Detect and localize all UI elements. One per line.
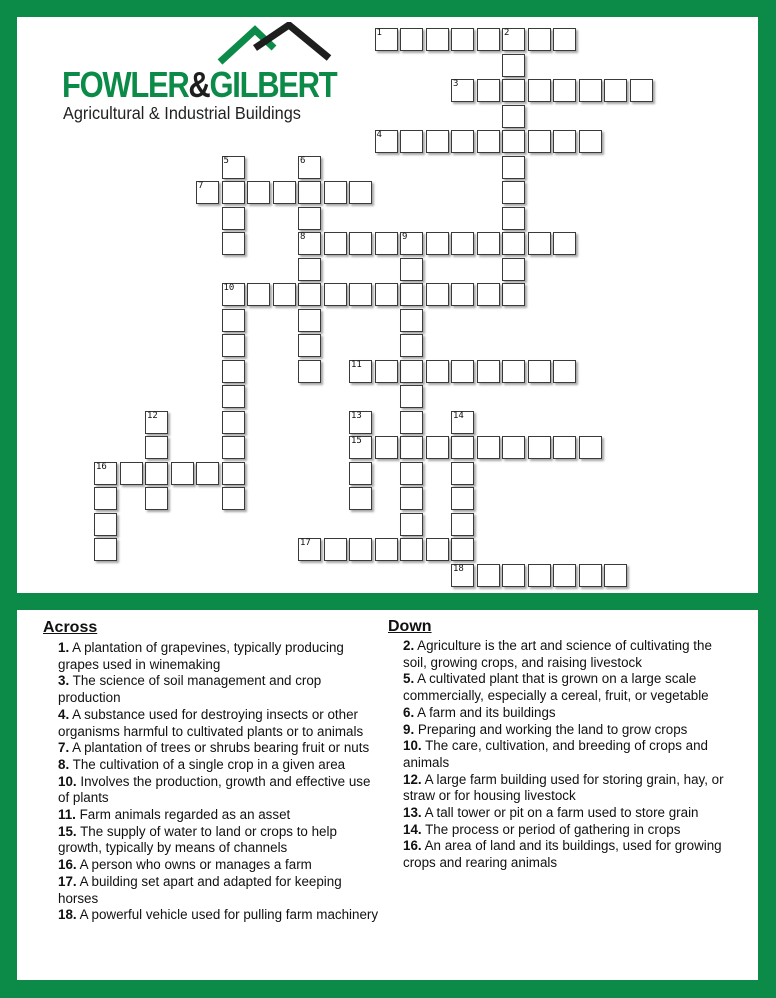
- clue-text: A tall tower or pit on a farm used to store grain: [421, 805, 699, 821]
- clue-number: 12.: [403, 771, 422, 787]
- grid-cell[interactable]: [298, 258, 321, 281]
- cell-number: 17: [300, 538, 311, 548]
- grid-cell[interactable]: [451, 487, 474, 510]
- clue-text: The care, cultivation, and breeding of crops and animals: [403, 738, 708, 770]
- grid-cell[interactable]: [502, 207, 525, 230]
- grid-cell[interactable]: [94, 513, 117, 536]
- grid-cell[interactable]: [451, 436, 474, 459]
- grid-cell[interactable]: [298, 181, 321, 204]
- grid-cell[interactable]: [528, 79, 551, 102]
- logo-tagline: Agricultural & Industrial Buildings: [63, 103, 301, 123]
- grid-cell[interactable]: [349, 360, 372, 383]
- clue-number: 18.: [58, 907, 77, 923]
- cell-number: 8: [300, 232, 306, 242]
- grid-cell[interactable]: [298, 207, 321, 230]
- grid-cell[interactable]: [477, 130, 500, 153]
- grid-cell[interactable]: [94, 538, 117, 561]
- cell-number: 5: [223, 155, 229, 166]
- down-clue: [403, 738, 733, 771]
- across-clue: [58, 807, 383, 824]
- clue-number: 6.: [403, 704, 415, 720]
- grid-cell[interactable]: [222, 283, 245, 306]
- grid-cell[interactable]: [579, 564, 602, 587]
- across-clue: [58, 774, 383, 807]
- grid-cell[interactable]: [349, 411, 372, 434]
- across-heading: Across: [43, 619, 98, 636]
- down-clue: [403, 722, 733, 739]
- cell-number: 13: [351, 410, 362, 421]
- grid-cell[interactable]: [400, 436, 423, 459]
- logo-wordmark: [62, 65, 336, 105]
- grid-cell[interactable]: [630, 79, 653, 102]
- grid-cell[interactable]: [375, 130, 398, 153]
- grid-cell[interactable]: [477, 232, 500, 255]
- cell-number: 18: [453, 563, 464, 574]
- grid-cell[interactable]: [579, 79, 602, 102]
- grid-cell[interactable]: [451, 462, 474, 485]
- grid-cell[interactable]: [324, 232, 347, 255]
- grid-cell[interactable]: [528, 28, 551, 51]
- clue-number: 2.: [403, 638, 415, 653]
- grid-cell[interactable]: [145, 411, 168, 434]
- grid-cell[interactable]: [196, 462, 219, 485]
- grid-cell[interactable]: [502, 258, 525, 281]
- clue-text: An area of land and its buildings, used for growing crops and rearing animals: [403, 838, 722, 871]
- grid-cell[interactable]: [477, 283, 500, 306]
- grid-cell[interactable]: [477, 28, 500, 51]
- grid-cell[interactable]: [349, 462, 372, 485]
- clue-text: The supply of water to land or crops to help growth, typically by means of channels: [58, 823, 337, 856]
- cell-number: 15: [351, 436, 362, 446]
- grid-cell[interactable]: [477, 564, 500, 587]
- grid-cell[interactable]: [502, 436, 525, 459]
- clue-text: A large farm building used for storing grain, hay, or straw or for housing livestock: [403, 771, 724, 804]
- grid-cell[interactable]: [528, 436, 551, 459]
- grid-cell[interactable]: [349, 181, 372, 204]
- cell-number: 7: [198, 181, 204, 191]
- grid-cell[interactable]: [222, 207, 245, 230]
- grid-cell[interactable]: [222, 462, 245, 485]
- cell-number: 4: [376, 130, 382, 140]
- grid-cell[interactable]: [451, 130, 474, 153]
- grid-cell[interactable]: [451, 411, 474, 434]
- cell-number: 9: [402, 232, 408, 242]
- grid-cell[interactable]: [400, 385, 423, 408]
- grid-cell[interactable]: [502, 28, 525, 51]
- clue-text: The process or period of gathering in crops: [421, 821, 681, 837]
- grid-cell[interactable]: [400, 258, 423, 281]
- across-clue: [58, 874, 383, 907]
- grid-cell[interactable]: [553, 232, 576, 255]
- clue-text: Involves the production, growth and effective use of plants: [58, 773, 371, 806]
- grid-cell[interactable]: [502, 54, 525, 77]
- down-clue: [403, 822, 733, 839]
- grid-cell[interactable]: [222, 181, 245, 204]
- grid-cell[interactable]: [375, 538, 398, 561]
- grid-cell[interactable]: [426, 28, 449, 51]
- grid-cell[interactable]: [528, 360, 551, 383]
- clue-number: 5.: [403, 671, 415, 687]
- grid-cell[interactable]: [426, 436, 449, 459]
- grid-cell[interactable]: [171, 462, 194, 485]
- clue-number: 9.: [403, 721, 415, 737]
- grid-cell[interactable]: [604, 564, 627, 587]
- grid-cell[interactable]: [349, 436, 372, 459]
- across-clue-list: [58, 640, 383, 924]
- grid-cell[interactable]: [502, 232, 525, 255]
- down-clue: [403, 772, 733, 805]
- down-clue: [403, 671, 733, 704]
- grid-cell[interactable]: [502, 79, 525, 102]
- grid-cell[interactable]: [120, 462, 143, 485]
- down-clue: [403, 638, 733, 671]
- grid-cell[interactable]: [502, 181, 525, 204]
- grid-cell[interactable]: [400, 28, 423, 51]
- grid-cell[interactable]: [451, 28, 474, 51]
- grid-cell[interactable]: [145, 436, 168, 459]
- grid-cell[interactable]: [400, 411, 423, 434]
- clue-text: A cultivated plant that is grown on a large scale commercially, especially a cereal, fruit, or vegetable: [403, 671, 709, 704]
- grid-cell[interactable]: [528, 130, 551, 153]
- grid-cell[interactable]: [196, 181, 219, 204]
- grid-cell[interactable]: [222, 411, 245, 434]
- cell-number: 6: [300, 155, 306, 166]
- grid-cell[interactable]: [324, 538, 347, 561]
- grid-cell[interactable]: [222, 309, 245, 332]
- puzzle-panel: [17, 17, 758, 593]
- clue-text: A plantation of grapevines, typically producing grapes used in winemaking: [58, 640, 344, 672]
- clue-text: The cultivation of a single crop in a given area: [69, 756, 346, 772]
- grid-cell[interactable]: [553, 28, 576, 51]
- grid-cell[interactable]: [400, 130, 423, 153]
- grid-cell[interactable]: [502, 283, 525, 306]
- grid-cell[interactable]: [94, 462, 117, 485]
- grid-cell[interactable]: [426, 538, 449, 561]
- cell-number: 11: [351, 359, 362, 370]
- grid-cell[interactable]: [553, 130, 576, 153]
- clue-number: 16.: [58, 857, 77, 873]
- logo-ampersand: &: [188, 64, 210, 105]
- grid-cell[interactable]: [324, 283, 347, 306]
- clue-number: 1.: [58, 640, 70, 655]
- down-clue: [403, 838, 733, 871]
- down-clue: [403, 705, 733, 722]
- grid-cell[interactable]: [502, 360, 525, 383]
- logo-name-gilbert: GILBERT: [209, 64, 337, 105]
- grid-cell[interactable]: [400, 283, 423, 306]
- grid-cell[interactable]: [400, 487, 423, 510]
- down-heading: Down: [388, 618, 432, 635]
- clue-number: 8.: [58, 756, 70, 772]
- grid-cell[interactable]: [477, 436, 500, 459]
- grid-cell[interactable]: [451, 232, 474, 255]
- grid-cell[interactable]: [528, 232, 551, 255]
- grid-cell[interactable]: [451, 360, 474, 383]
- clue-text: A building set apart and adapted for keeping horses: [58, 873, 342, 906]
- grid-cell[interactable]: [222, 360, 245, 383]
- across-clue: [58, 640, 383, 673]
- grid-cell[interactable]: [579, 130, 602, 153]
- grid-cell[interactable]: [426, 232, 449, 255]
- grid-cell[interactable]: [426, 360, 449, 383]
- grid-cell[interactable]: [400, 360, 423, 383]
- grid-cell[interactable]: [298, 156, 321, 179]
- grid-cell[interactable]: [375, 283, 398, 306]
- grid-cell[interactable]: [349, 283, 372, 306]
- clue-text: A person who owns or manages a farm: [76, 857, 312, 873]
- grid-cell[interactable]: [247, 283, 270, 306]
- grid-cell[interactable]: [375, 360, 398, 383]
- grid-cell[interactable]: [502, 156, 525, 179]
- grid-cell[interactable]: [222, 487, 245, 510]
- grid-cell[interactable]: [222, 436, 245, 459]
- clue-number: 4.: [58, 706, 70, 722]
- clue-text: Preparing and working the land to grow crops: [414, 721, 688, 737]
- grid-cell[interactable]: [222, 334, 245, 357]
- across-clue: [58, 857, 383, 874]
- grid-cell[interactable]: [247, 181, 270, 204]
- grid-cell[interactable]: [579, 436, 602, 459]
- grid-cell[interactable]: [553, 564, 576, 587]
- clue-number: 14.: [403, 821, 422, 837]
- grid-cell[interactable]: [477, 79, 500, 102]
- clue-number: 10.: [58, 773, 77, 789]
- cell-number: 14: [453, 410, 464, 421]
- grid-cell[interactable]: [426, 130, 449, 153]
- grid-cell[interactable]: [400, 462, 423, 485]
- across-clue: [58, 824, 383, 857]
- logo-name-fowler: FOWLER: [62, 64, 189, 105]
- clue-number: 3.: [58, 673, 70, 689]
- clue-text: A powerful vehicle used for pulling farm machinery: [76, 907, 379, 923]
- across-clue: [58, 673, 383, 706]
- across-clue: [58, 740, 383, 757]
- cell-number: 10: [223, 283, 235, 293]
- clue-number: 7.: [58, 740, 70, 756]
- grid-cell[interactable]: [528, 564, 551, 587]
- across-clue: [58, 907, 383, 924]
- grid-cell[interactable]: [400, 309, 423, 332]
- clue-text: A farm and its buildings: [414, 704, 556, 720]
- grid-cell[interactable]: [553, 360, 576, 383]
- grid-cell[interactable]: [298, 334, 321, 357]
- grid-cell[interactable]: [349, 232, 372, 255]
- grid-cell[interactable]: [502, 105, 525, 128]
- grid-cell[interactable]: [375, 232, 398, 255]
- grid-cell[interactable]: [349, 487, 372, 510]
- grid-cell[interactable]: [400, 538, 423, 561]
- grid-cell[interactable]: [375, 28, 398, 51]
- clue-number: 17.: [58, 873, 77, 889]
- cell-number: 12: [147, 410, 158, 421]
- grid-cell[interactable]: [426, 283, 449, 306]
- grid-cell[interactable]: [273, 181, 296, 204]
- grid-cell[interactable]: [451, 283, 474, 306]
- grid-cell[interactable]: [298, 232, 321, 255]
- grid-cell[interactable]: [375, 436, 398, 459]
- clue-text: Agriculture is the art and science of cultivating the soil, growing crops, and raising livestock: [403, 638, 712, 670]
- grid-cell[interactable]: [145, 462, 168, 485]
- grid-cell[interactable]: [145, 487, 168, 510]
- grid-cell[interactable]: [298, 309, 321, 332]
- cell-number: 2: [504, 28, 510, 38]
- clue-text: Farm animals regarded as an asset: [75, 807, 291, 823]
- grid-cell[interactable]: [451, 564, 474, 587]
- grid-cell[interactable]: [222, 232, 245, 255]
- company-logo: [62, 22, 362, 132]
- grid-cell[interactable]: [400, 513, 423, 536]
- clue-number: 15.: [58, 823, 77, 839]
- across-clue: [58, 757, 383, 774]
- grid-cell[interactable]: [502, 564, 525, 587]
- grid-cell[interactable]: [451, 538, 474, 561]
- clue-number: 10.: [403, 738, 422, 754]
- grid-cell[interactable]: [553, 436, 576, 459]
- grid-cell[interactable]: [324, 181, 347, 204]
- grid-cell[interactable]: [94, 487, 117, 510]
- cell-number: 1: [376, 28, 382, 38]
- down-clue: [403, 805, 733, 822]
- grid-cell[interactable]: [222, 385, 245, 408]
- grid-cell[interactable]: [502, 130, 525, 153]
- grid-cell[interactable]: [604, 79, 627, 102]
- grid-cell[interactable]: [349, 538, 372, 561]
- grid-cell[interactable]: [400, 334, 423, 357]
- grid-cell[interactable]: [553, 79, 576, 102]
- grid-cell[interactable]: [298, 360, 321, 383]
- grid-cell[interactable]: [400, 232, 423, 255]
- down-clue-list: [403, 638, 733, 872]
- grid-cell[interactable]: [451, 513, 474, 536]
- clue-number: 11.: [58, 807, 76, 823]
- grid-cell[interactable]: [298, 283, 321, 306]
- grid-cell[interactable]: [451, 79, 474, 102]
- clue-number: 16.: [403, 838, 422, 854]
- cell-number: 3: [453, 79, 459, 89]
- clue-text: A substance used for destroying insects or other organisms harmful to cultivated plants or to animals: [58, 706, 364, 739]
- cell-number: 16: [96, 461, 107, 472]
- grid-cell[interactable]: [222, 156, 245, 179]
- clue-text: The science of soil management and crop production: [58, 673, 322, 706]
- across-clue: [58, 707, 383, 740]
- clue-text: A plantation of trees or shrubs bearing fruit or nuts: [69, 740, 370, 756]
- roof-logo-icon: [217, 22, 332, 66]
- grid-cell[interactable]: [477, 360, 500, 383]
- grid-cell[interactable]: [273, 283, 296, 306]
- grid-cell[interactable]: [298, 538, 321, 561]
- clue-number: 13.: [403, 805, 422, 821]
- clues-panel: [17, 610, 758, 980]
